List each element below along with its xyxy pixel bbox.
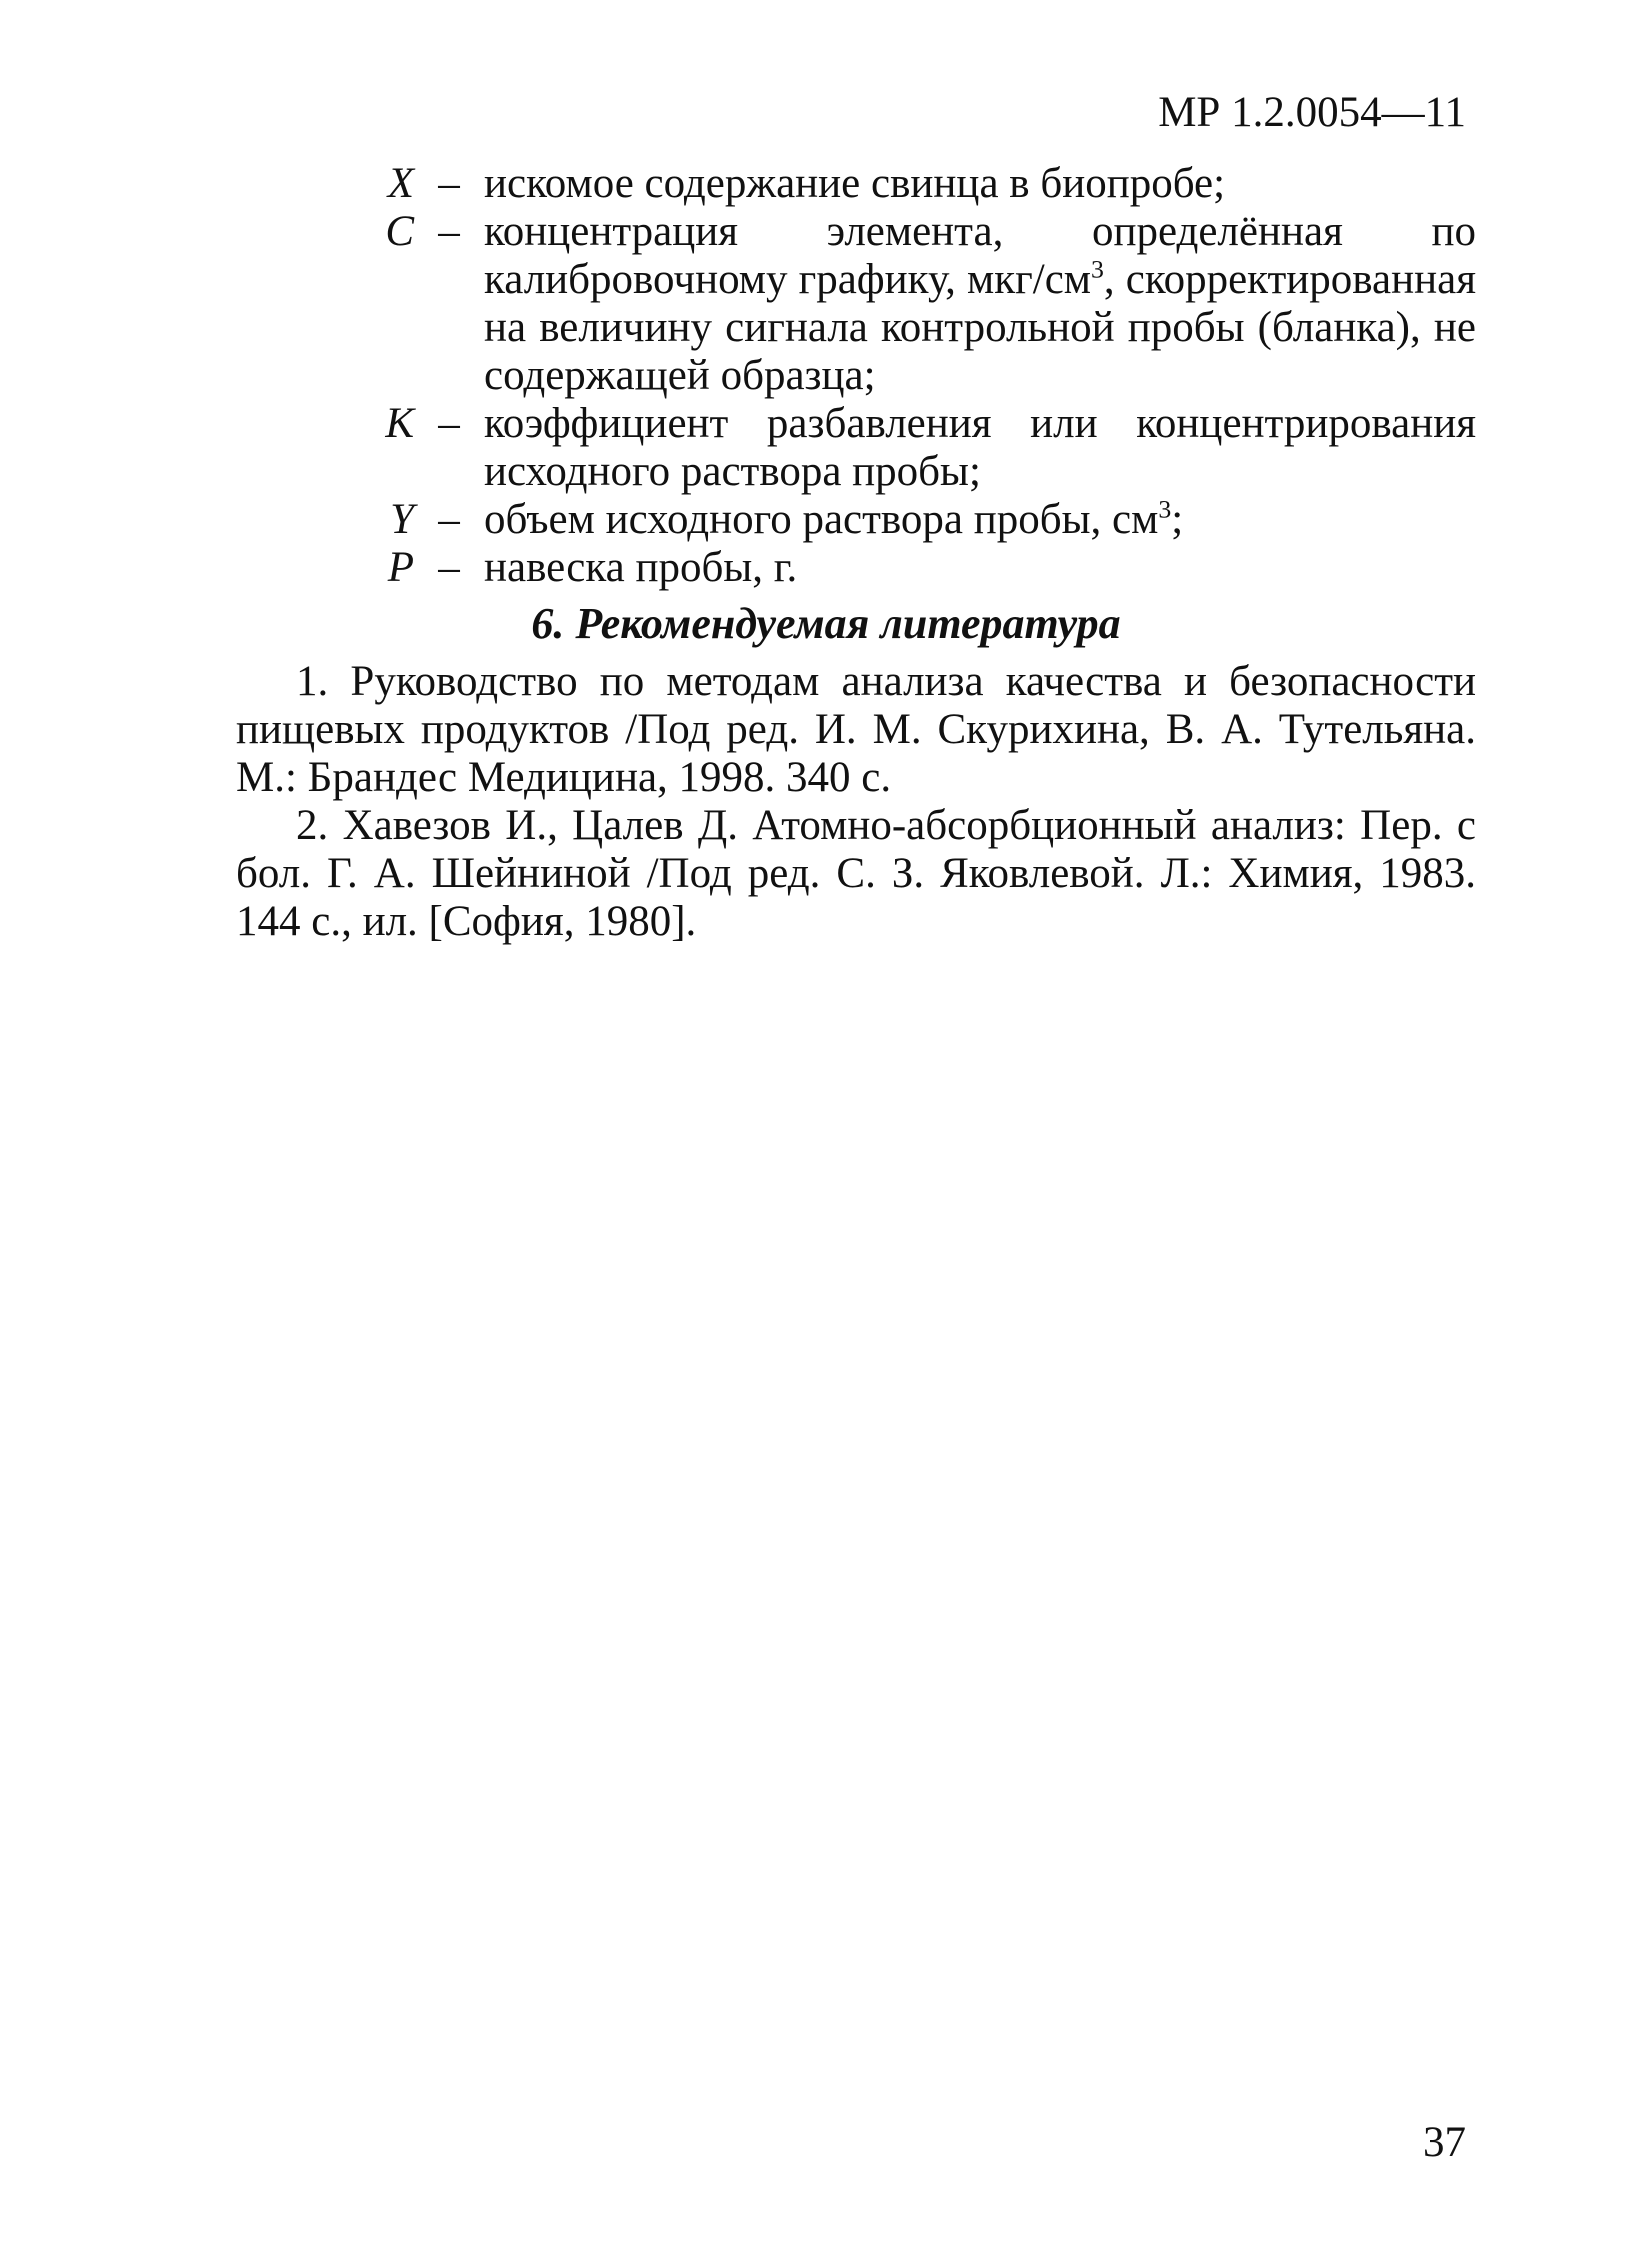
symbol: X bbox=[387, 160, 414, 207]
definition-text-part: , скорректированная на величину сигнала контрольной пробы (бланка), не содержащей образца; bbox=[484, 256, 1476, 399]
page-number: 37 bbox=[1423, 2119, 1466, 2166]
superscript: 3 bbox=[1158, 494, 1172, 524]
symbol: Y bbox=[390, 496, 414, 543]
definition-text-part: концентрация элемента, определённая по калибровочному графику, мкг/см bbox=[484, 208, 1476, 303]
definition-p bbox=[380, 544, 1476, 592]
definition-text-part: ; bbox=[1171, 496, 1184, 543]
dash: – bbox=[438, 496, 460, 543]
symbol: K bbox=[385, 400, 414, 447]
dash: – bbox=[438, 544, 460, 591]
definition-text-part: объем исходного раствора пробы, см bbox=[484, 496, 1159, 543]
reference-list bbox=[236, 658, 1476, 946]
section-title: 6. Рекомендуемая литература bbox=[531, 599, 1121, 648]
definition-text: искомое содержание свинца в биопробе; bbox=[484, 160, 1226, 207]
variable-definitions bbox=[380, 160, 1476, 592]
superscript: 3 bbox=[1091, 254, 1104, 284]
symbol: C bbox=[385, 208, 414, 255]
symbol: P bbox=[387, 544, 414, 591]
definition-text: навеска пробы, г. bbox=[484, 544, 798, 591]
document-code: МР 1.2.0054—11 bbox=[1158, 89, 1466, 136]
dash: – bbox=[438, 400, 460, 447]
dash: – bbox=[438, 160, 460, 207]
reference-item: 2. Хавезов И., Цалев Д. Атомно-абсорбционный анализ: Пер. с бол. Г. А. Шейниной /Под ред. С. З. Яковлевой. Л.: Химия, 1983. 144 с., ил. [София, 1980]. bbox=[236, 802, 1476, 945]
definition-c bbox=[380, 208, 1476, 400]
definition-x bbox=[380, 160, 1476, 208]
definition-text bbox=[484, 496, 1476, 544]
definition-text bbox=[484, 208, 1476, 400]
reference-item: 1. Руководство по методам анализа качества и безопасности пищевых продуктов /Под ред. И. М. Скурихина, В. А. Тутельяна. М.: Брандес Медицина, 1998. 340 с. bbox=[236, 658, 1476, 801]
definition-k bbox=[380, 400, 1476, 496]
definition-y bbox=[380, 496, 1476, 544]
dash: – bbox=[438, 208, 460, 255]
definition-text: коэффициент разбавления или концентрирования исходного раствора пробы; bbox=[484, 400, 1476, 495]
